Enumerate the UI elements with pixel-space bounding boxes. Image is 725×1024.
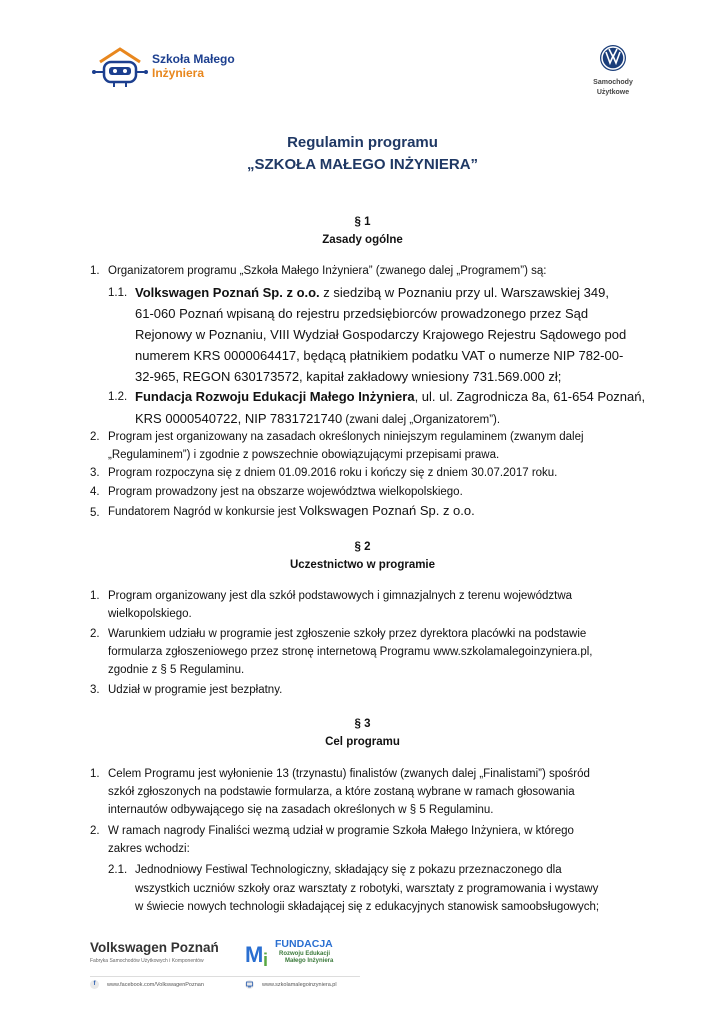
- logo-line2: Inżyniera: [152, 66, 205, 80]
- robot-logo-icon: [92, 44, 148, 90]
- item-number: 1.1.: [108, 287, 128, 299]
- item-number: 1.: [90, 768, 100, 780]
- section1-number: § 1: [354, 216, 371, 228]
- fundacja-icon: [245, 936, 275, 970]
- s3-item1-line3: internautów odbywającego się na zasadach określonych w § 5 Regulaminu.: [108, 804, 494, 816]
- s1-item1-1-line1: Volkswagen Poznań Sp. z o.o. z siedzibą w Poznaniu przy ul. Warszawskiej 349,: [135, 285, 609, 300]
- s3-item1-line1: Celem Programu jest wyłonienie 13 (trzynastu) finalistów (zwanych dalej „Finalistami”) spośród: [108, 768, 590, 780]
- s2-item2-line2: formularza zgłoszeniowego przez stronę internetową Programu www.szkolamalegoinzyniera.pl,: [108, 646, 593, 658]
- item-number: 3.: [90, 467, 100, 479]
- item-number: 1.: [90, 265, 100, 277]
- s1-item1-1-line3: Rejonowy w Poznaniu, VIII Wydział Gospodarczy Krajowego Rejestru Sądowego pod: [135, 327, 627, 342]
- vw-logo-icon: [599, 44, 627, 72]
- item-number: 4.: [90, 486, 100, 498]
- s2-item1-line2: wielkopolskiego.: [108, 608, 192, 620]
- vw-caption-1: Samochody: [593, 79, 633, 86]
- item-number: 2.: [90, 431, 100, 443]
- s3-item2-1-line2: wszystkich uczniów szkoły oraz warsztaty z robotyki, warsztaty z programowania i wystawy: [135, 883, 599, 895]
- s1-item1: Organizatorem programu „Szkoła Małego Inżyniera” (zwanego dalej „Programem”) są:: [108, 265, 547, 277]
- s2-item2-line1: Warunkiem udziału w programie jest zgłoszenie szkoły przez dyrektora placówki na podstawie: [108, 628, 587, 640]
- section2-title: Uczestnictwo w programie: [289, 559, 436, 571]
- section2-number: § 2: [354, 541, 371, 553]
- s1-item1-1-line4: numerem KRS 0000064417, będącą płatnikiem podatku VAT o numerze NIP 782-00-: [135, 348, 624, 363]
- fundacja-line3: Małego Inżyniera: [285, 958, 334, 964]
- footer: [90, 936, 390, 996]
- s1-item3: Program rozpoczyna się z dniem 01.09.2016 roku i kończy się z dniem 30.07.2017 roku.: [108, 467, 558, 479]
- fundacja-line2: Rozwoju Edukacji: [279, 951, 331, 957]
- item-number: 1.: [90, 590, 100, 602]
- vw-logo: [588, 44, 638, 97]
- footer-vw-name: Volkswagen Poznań: [90, 940, 219, 955]
- s2-item1-line1: Program organizowany jest dla szkół podstawowych i gimnazjalnych z terenu województwa: [108, 590, 573, 602]
- s3-item2-1-line3: w świecie nowych technologii składającej się z edukacyjnych stanowisk samoobsługowych;: [135, 901, 600, 913]
- s1-item5: Fundatorem Nagród w konkursie jest Volkswagen Poznań Sp. z o.o.: [108, 503, 475, 518]
- website-link[interactable]: www.szkolamalegoinzyniera.pl: [245, 980, 337, 989]
- footer-vw-subtitle: Fabryka Samochodów Użytkowych i Komponentów: [90, 958, 204, 964]
- svg-text:M: M: [245, 942, 264, 967]
- szkola-logo: [92, 44, 262, 94]
- s1-item1-2-line2: KRS 0000540722, NIP 7831721740 (zwani dalej „Organizatorem”).: [135, 411, 501, 426]
- section1-title: Zasady ogólne: [322, 234, 403, 246]
- s1-item1-2-line1: Fundacja Rozwoju Edukacji Małego Inżyniera, ul. ul. Zagrodnicza 8a, 61-654 Poznań,: [135, 389, 646, 404]
- s1-item2-line2: „Regulaminem”) i zgodnie z powszechnie obowiązującymi przepisami prawa.: [108, 449, 500, 461]
- section3-number: § 3: [354, 718, 371, 730]
- s1-item2-line1: Program jest organizowany na zasadach określonych niniejszym regulaminem (zwanym dalej: [108, 431, 584, 443]
- doc-title-1: Regulamin programu: [287, 134, 438, 151]
- web-icon: [245, 980, 254, 989]
- facebook-icon: f: [90, 980, 99, 989]
- vw-caption-2: Użytkowe: [596, 89, 630, 96]
- item-number: 2.1.: [108, 864, 128, 876]
- item-number: 2.: [90, 628, 100, 640]
- s1-item1-1-line5: 32-965, REGON 630173572, kapitał zakładowy wniesiony 731.569.000 zł;: [135, 369, 562, 384]
- logo-line1: Szkoła Małego: [152, 52, 235, 66]
- doc-title-2: „SZKOŁA MAŁEGO INŻYNIERA”: [246, 156, 479, 173]
- s3-item2-line1: W ramach nagrody Finaliści wezmą udział w programie Szkoła Małego Inżyniera, w którego: [108, 825, 574, 837]
- section3-title: Cel programu: [325, 736, 400, 748]
- item-number: 2.: [90, 825, 100, 837]
- s2-item3: Udział w programie jest bezpłatny.: [108, 684, 283, 696]
- svg-text:i: i: [263, 950, 269, 970]
- fundacja-line1: FUNDACJA: [275, 938, 333, 950]
- s3-item1-line2: szkół zgłoszonych na podstawie formularza, a które zostaną wybrane w ramach głosowania: [108, 786, 575, 798]
- s2-item2-line3: zgodnie z § 5 Regulaminu.: [108, 664, 245, 676]
- s3-item2-1-line1: Jednodniowy Festiwal Technologiczny, składający się z pokazu przeznaczonego dla: [135, 864, 562, 876]
- footer-divider: [90, 976, 360, 977]
- s1-item4: Program prowadzony jest na obszarze województwa wielkopolskiego.: [108, 486, 463, 498]
- s3-item2-line2: zakres wchodzi:: [108, 843, 190, 855]
- fundacja-logo: [245, 936, 355, 972]
- s1-item1-1-line2: 61-060 Poznań wpisaną do rejestru przedsiębiorców prowadzonego przez Sąd: [135, 306, 589, 321]
- item-number: 3.: [90, 684, 100, 696]
- facebook-link[interactable]: f www.facebook.com/VolkswagenPoznan: [90, 980, 204, 989]
- item-number: 5.: [90, 507, 100, 519]
- item-number: 1.2.: [108, 391, 128, 403]
